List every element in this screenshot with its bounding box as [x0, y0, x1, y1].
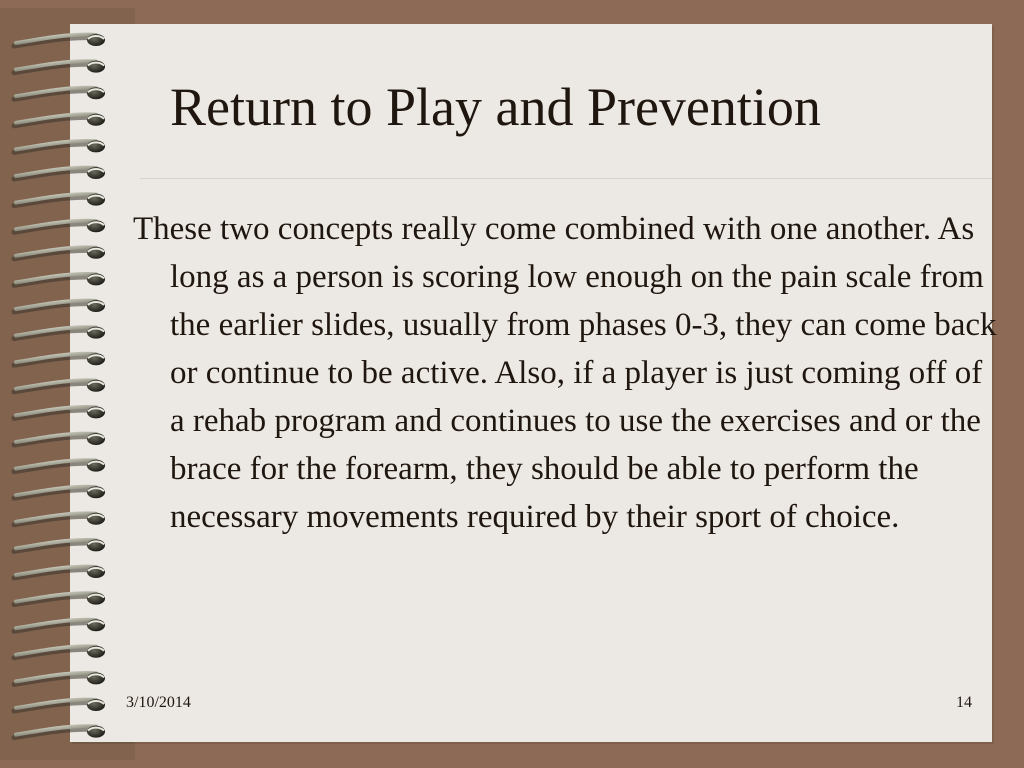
spiral-coil-icon — [14, 247, 105, 259]
spiral-binding — [0, 0, 130, 768]
spiral-coil-icon — [14, 513, 105, 525]
spiral-coil-icon — [14, 273, 105, 285]
spiral-coil-icon — [14, 194, 105, 206]
spiral-coil-icon — [14, 87, 105, 99]
spiral-coil-icon — [14, 433, 105, 445]
spiral-coil-icon — [14, 486, 105, 498]
spiral-coil-icon — [14, 672, 105, 684]
spiral-coil-icon — [14, 726, 105, 738]
spiral-coil-icon — [14, 140, 105, 152]
spiral-coil-icon — [14, 353, 105, 365]
spiral-coil-icon — [14, 61, 105, 73]
spiral-coil-icon — [14, 539, 105, 551]
spiral-coil-icon — [14, 619, 105, 631]
spiral-coil-icon — [14, 300, 105, 312]
spiral-coil-icon — [14, 566, 105, 578]
spiral-coil-icon — [14, 460, 105, 472]
spiral-coil-icon — [14, 34, 105, 46]
spiral-coil-icon — [14, 220, 105, 232]
spiral-coil-icon — [14, 699, 105, 711]
slide-body-text: These two concepts really come combined with one another. As long as a person is scoring low enough on the pain scale from the earlier slides, usually from phases 0-3, they can come back or continue to be active. Also, if a player is just coming off of a rehab program and continues to use the exercises and or the brace for the forearm, they should be able to perform the necessary movements required by their sport of choice. — [133, 211, 997, 535]
footer-date: 3/10/2014 — [126, 694, 191, 711]
spiral-coil-icon — [14, 646, 105, 658]
title-divider — [140, 178, 992, 179]
spiral-coil-icon — [14, 114, 105, 126]
spiral-coil-icon — [14, 593, 105, 605]
slide-page — [70, 24, 997, 742]
footer-page-number: 14 — [956, 694, 972, 711]
spiral-coil-icon — [14, 327, 105, 339]
spiral-coil-icon — [14, 167, 105, 179]
slide-title: Return to Play and Prevention — [170, 77, 821, 137]
spiral-coil-icon — [14, 406, 105, 418]
spiral-coil-icon — [14, 380, 105, 392]
